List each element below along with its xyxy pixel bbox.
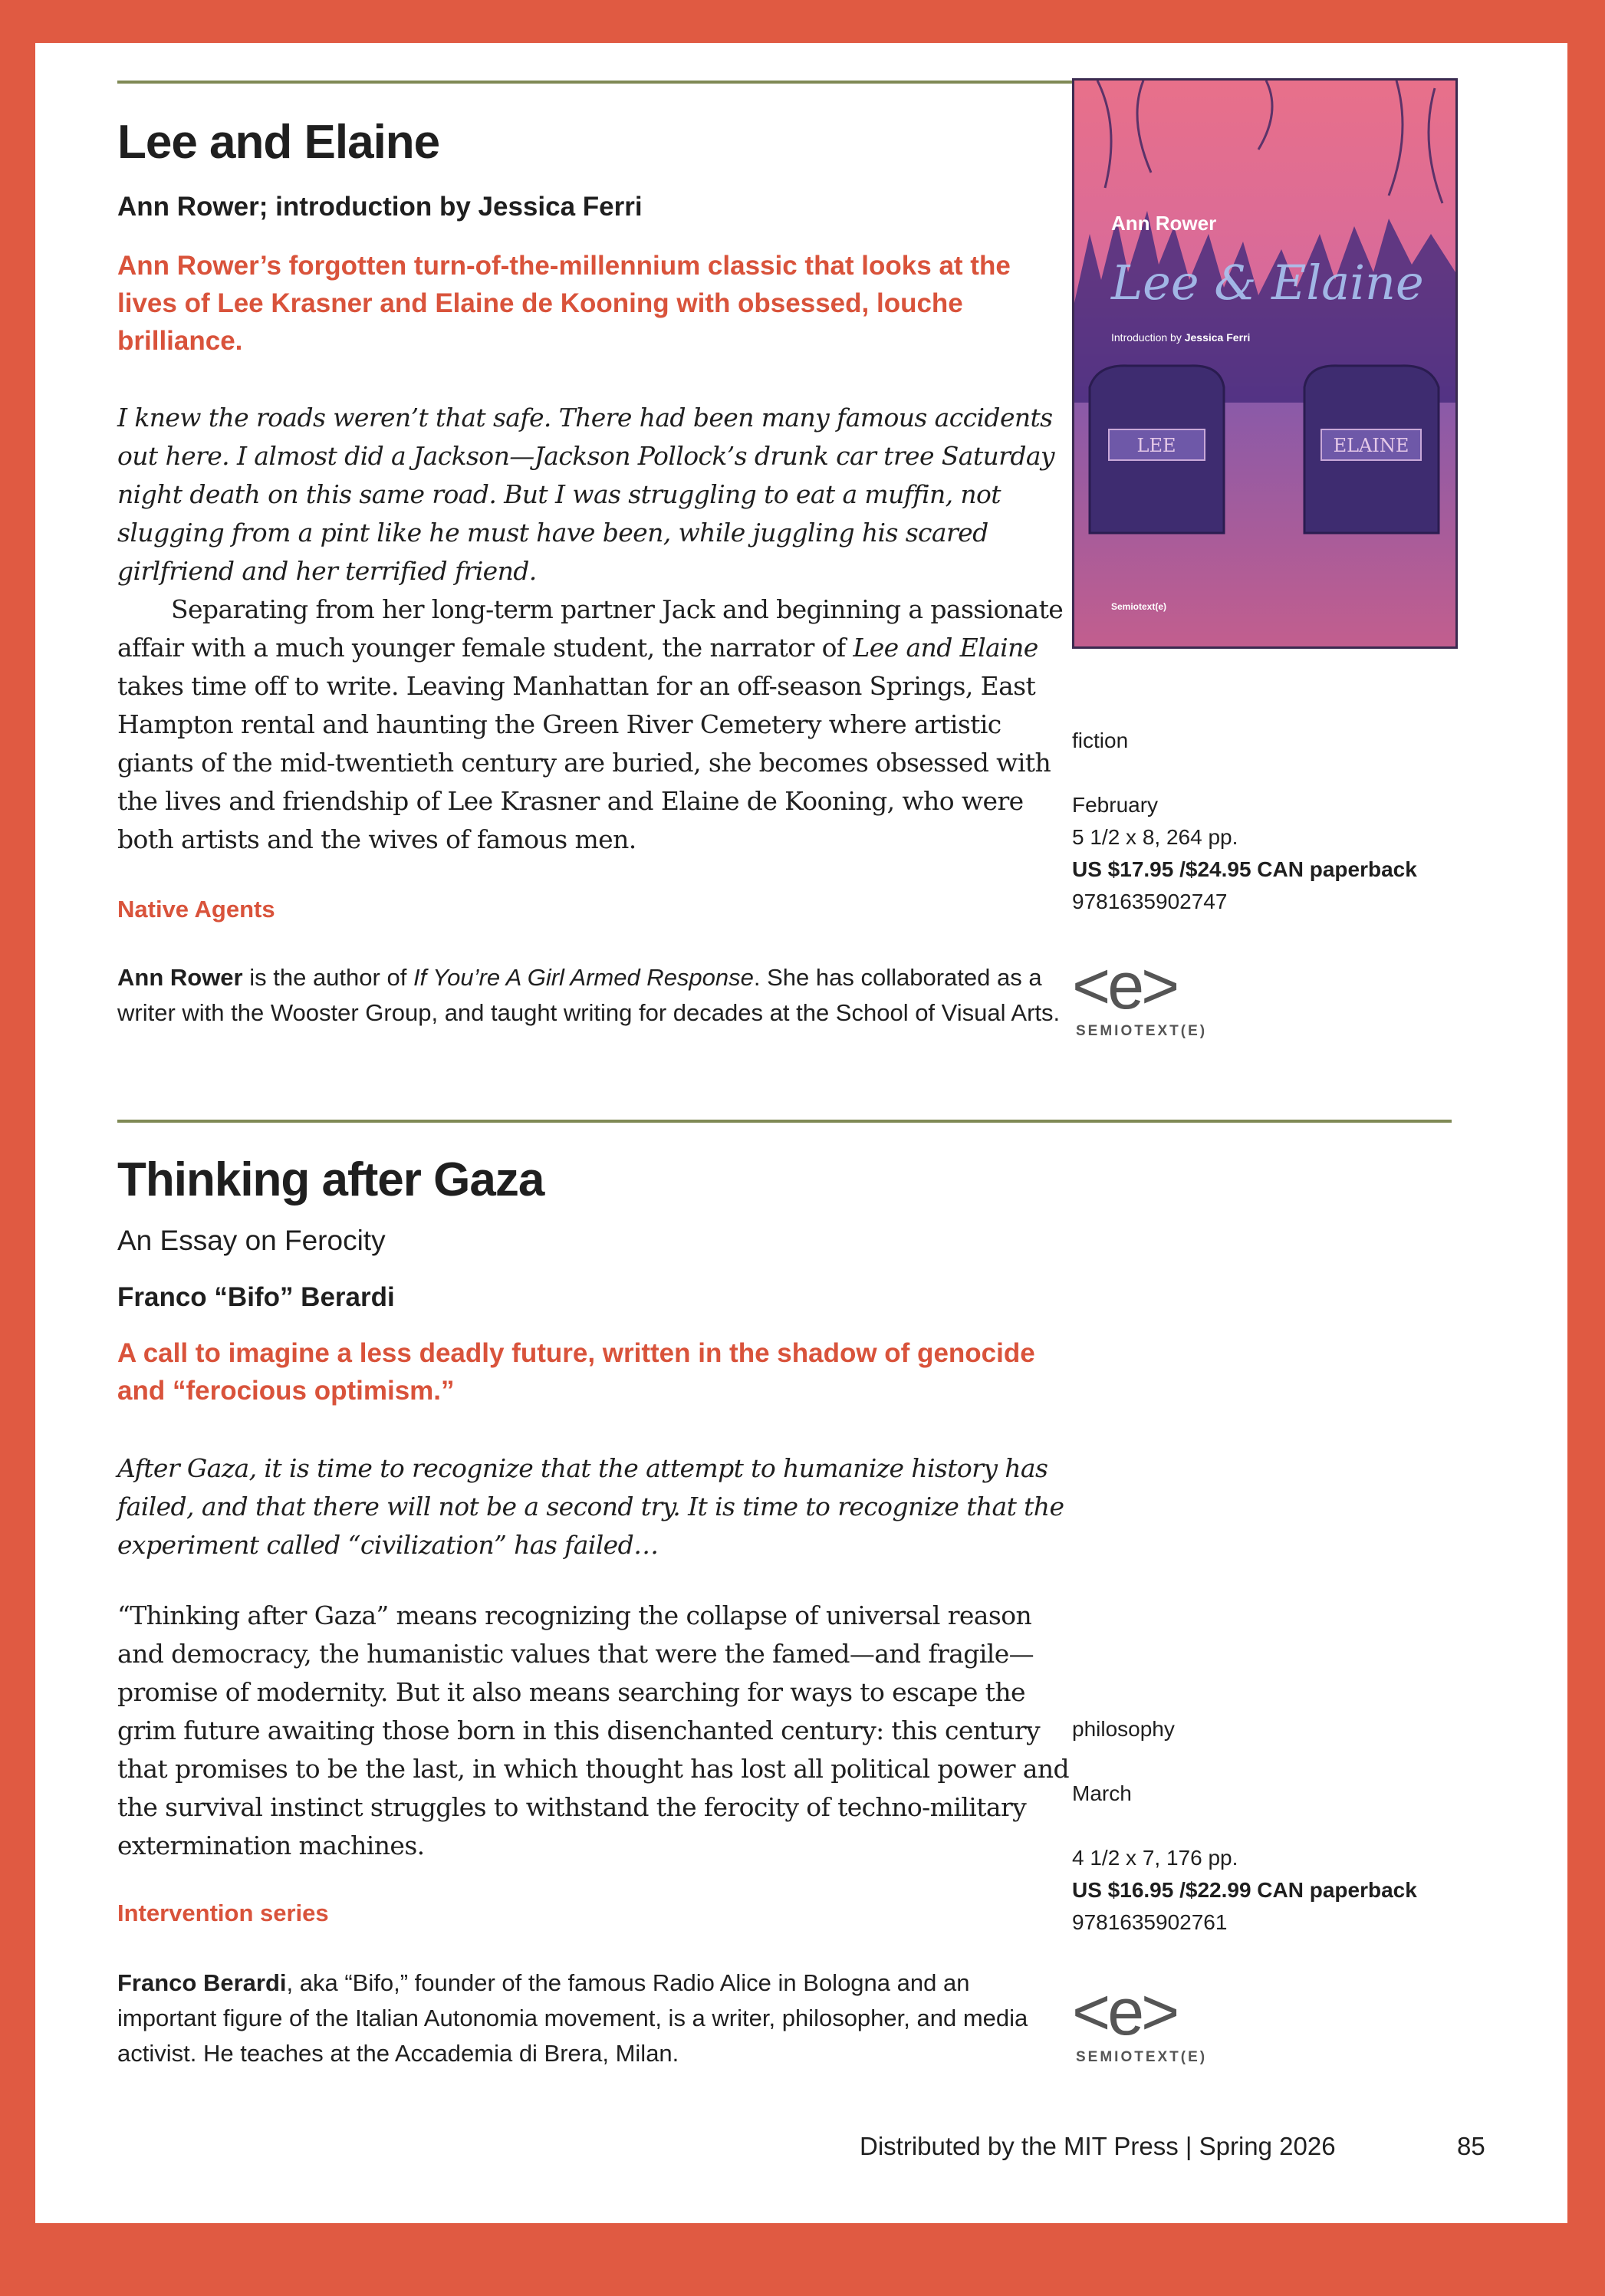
book-cover-image xyxy=(1072,78,1458,649)
book-subtitle: An Essay on Ferocity xyxy=(117,1225,386,1256)
book-isbn: 9781635902761 xyxy=(1072,1910,1228,1934)
author-bio: Ann Rower is the author of If You’re A Girl Armed Response. She has collaborated as a writer with the Wooster Group, and taught writing for decades at the School of Visual Arts. xyxy=(117,964,1061,1026)
cover-author: Ann Rower xyxy=(1111,212,1217,235)
book-format: 5 1/2 x 8, 264 pp. xyxy=(1072,825,1238,849)
semiotexte-logo xyxy=(1072,951,1256,1043)
svg-text:Introduction by Jessica Ferri xyxy=(1111,331,1250,344)
publication-month: February xyxy=(1072,793,1159,817)
book-excerpt: I knew the roads weren’t that safe. There had been many famous accidents out here. I almost did a Jackson—Jackson Pollock’s drunk car tree Saturday night death on this same road. But I was struggling to eat a muffin, not slugging from a pint like he must have been, while juggling his scared girlfriend and her terrified friend. xyxy=(117,403,1054,586)
book-excerpt: After Gaza, it is time to recognize that the attempt to humanize history has failed, and that there will not be a second try. It is time to recognize that the experiment called “civilization” has failed… xyxy=(117,1453,1064,1560)
book-price: US $16.95 /$22.99 CAN paperback xyxy=(1072,1878,1417,1902)
book-author: Ann Rower; introduction by Jessica Ferri xyxy=(117,192,643,222)
book-category: fiction xyxy=(1072,729,1129,752)
book-metadata xyxy=(1072,1713,1417,1939)
book-description: “Thinking after Gaza” means recognizing the collapse of universal reason and democracy, the humanistic values that were the famed—and fragile—promise of modernity. But it also means searching for ways to escape the grim future awaiting those born in this disenchanted century: this century that promises to be the last, in which thought has lost all political power and the survival instinct struggles to withstand the ferocity of techno-military extermination machines. xyxy=(117,1600,1070,1860)
book-tagline: Ann Rower’s forgotten turn-of-the-millennium classic that looks at the lives of Lee Krasner and Elaine de Kooning with obsessed, louche brilliance. xyxy=(117,251,1011,356)
series-name: Native Agents xyxy=(117,896,275,923)
publication-month: March xyxy=(1072,1781,1132,1805)
semiotexte-logo xyxy=(1072,1977,1256,2069)
svg-text:SEMIOTEXT(E): SEMIOTEXT(E) xyxy=(1076,2049,1208,2065)
cover-publisher: Semiotext(e) xyxy=(1111,601,1167,612)
series-name: Intervention series xyxy=(117,1900,329,1926)
book-isbn: 9781635902747 xyxy=(1072,890,1228,913)
cover-stone-left: LEE xyxy=(1136,435,1176,456)
book-title: Lee and Elaine xyxy=(117,116,440,169)
book-price: US $17.95 /$24.95 CAN paperback xyxy=(1072,857,1417,881)
svg-text:<e>: <e> xyxy=(1072,951,1177,1023)
svg-text:<e>: <e> xyxy=(1072,1977,1177,2049)
section-divider xyxy=(117,1120,1452,1123)
cover-intro-label: Introduction by xyxy=(1111,331,1182,344)
page-number: 85 xyxy=(1457,2132,1485,2160)
book-tagline: A call to imagine a less deadly future, written in the shadow of genocide and “ferocious optimism.” xyxy=(117,1338,1035,1406)
author-bio: Franco Berardi, aka “Bifo,” founder of the famous Radio Alice in Bologna and an important figure of the Italian Autonomia movement, is a writer, philosopher, and media activist. He teaches at the Accademia di Brera, Milan. xyxy=(117,1969,1028,2067)
book-category: philosophy xyxy=(1072,1717,1175,1741)
cover-intro-name: Jessica Ferri xyxy=(1184,331,1251,344)
book-description: Separating from her long-term partner Jack and beginning a passionate affair with a much younger female student, the narrator of Lee and Elaine takes time off to write. Leaving Manhattan for an off-season Springs, East Hampton rental and haunting the Green River Cemetery where artistic giants of the mid-twentieth century are buried, she becomes obsessed with the lives and friendship of Lee Krasner and Elaine de Kooning, who were both artists and the wives of famous men. xyxy=(117,594,1064,854)
cover-title: Lee & Elaine xyxy=(1111,255,1424,311)
book-author: Franco “Bifo” Berardi xyxy=(117,1282,395,1312)
svg-text:SEMIOTEXT(E): SEMIOTEXT(E) xyxy=(1076,1023,1208,1039)
book-title: Thinking after Gaza xyxy=(117,1153,544,1206)
cover-stone-right: ELAINE xyxy=(1333,435,1409,456)
footer-distributor: Distributed by the MIT Press | Spring 2026 xyxy=(860,2132,1336,2160)
book-format: 4 1/2 x 7, 176 pp. xyxy=(1072,1846,1238,1870)
book-metadata xyxy=(1072,725,1417,918)
